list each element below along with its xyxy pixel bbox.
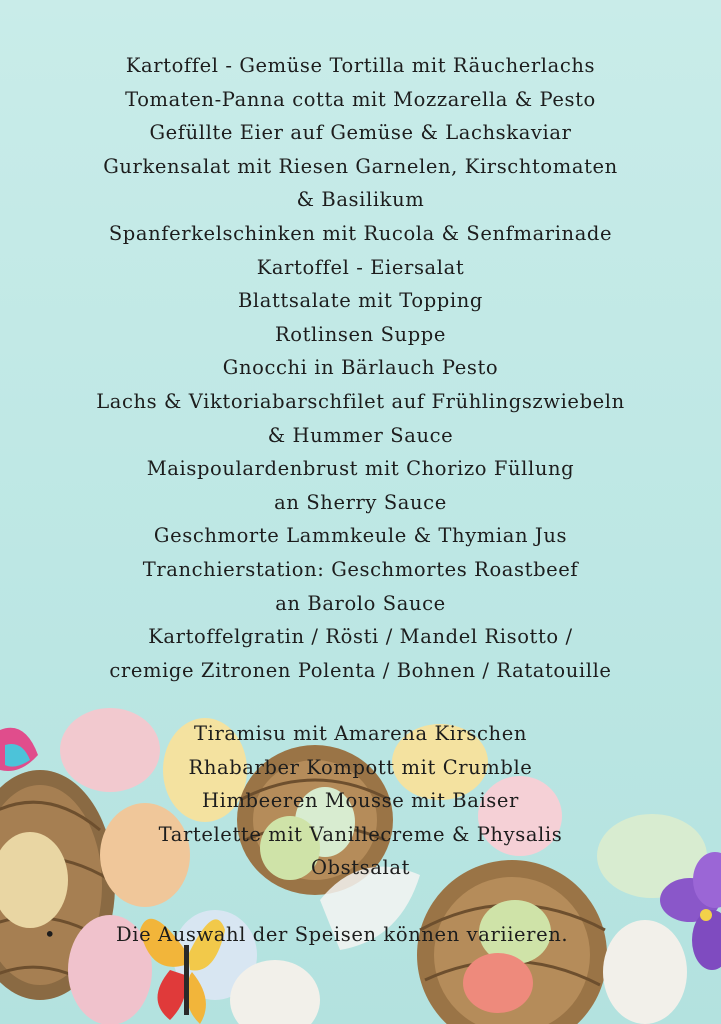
dessert-item: Tiramisu mit Amarena Kirschen xyxy=(194,722,527,745)
dessert-item: Tartelette mit Vanillecreme & Physalis xyxy=(158,822,563,846)
menu-item: Blattsalate mit Topping xyxy=(238,289,483,313)
menu-item: an Barolo Sauce xyxy=(275,591,446,615)
menu-item: Kartoffel - Gemüse Tortilla mit Räucherlachs xyxy=(125,54,596,77)
bullet-icon: • xyxy=(44,923,57,946)
menu-item: cremige Zitronen Polenta / Bohnen / Ratatouille xyxy=(109,658,612,682)
easter-egg-icon xyxy=(463,953,533,1013)
menu-item: Lachs & Viktoriabarschfilet auf Frühlingszwiebeln xyxy=(96,389,625,413)
menu-item: Kartoffelgratin / Rösti / Mandel Risotto / xyxy=(148,625,573,649)
menu-item: Rotlinsen Suppe xyxy=(274,322,447,346)
menu-item: Kartoffel - Eiersalat xyxy=(256,255,465,279)
note-text: Die Auswahl der Speisen können variieren. xyxy=(116,923,569,946)
menu-item: Maispoulardenbrust mit Chorizo Füllung xyxy=(146,457,575,481)
dessert-item: Obstsalat xyxy=(310,856,411,880)
main-course-list xyxy=(0,49,721,687)
menu-item: Geschmorte Lammkeule & Thymian Jus xyxy=(153,524,568,548)
menu-item: Gefüllte Eier auf Gemüse & Lachskaviar xyxy=(149,121,572,145)
menu-item: Gurkensalat mit Riesen Garnelen, Kirschtomaten xyxy=(103,154,618,178)
menu-item: Tomaten-Panna cotta mit Mozzarella & Pesto xyxy=(125,87,596,111)
dessert-item: Rhabarber Kompott mit Crumble xyxy=(188,755,533,779)
menu-item: Gnocchi in Bärlauch Pesto xyxy=(222,356,499,380)
selection-note xyxy=(44,918,704,951)
menu-item: & Hummer Sauce xyxy=(267,423,454,447)
dessert-item: Himbeeren Mousse mit Baiser xyxy=(202,789,519,813)
menu-item: & Basilikum xyxy=(296,188,425,212)
menu-item: Tranchierstation: Geschmortes Roastbeef xyxy=(142,557,579,581)
menu-item: Spanferkelschinken mit Rucola & Senfmarinade xyxy=(108,221,613,245)
menu-item: an Sherry Sauce xyxy=(274,490,447,514)
dessert-list xyxy=(0,717,721,885)
